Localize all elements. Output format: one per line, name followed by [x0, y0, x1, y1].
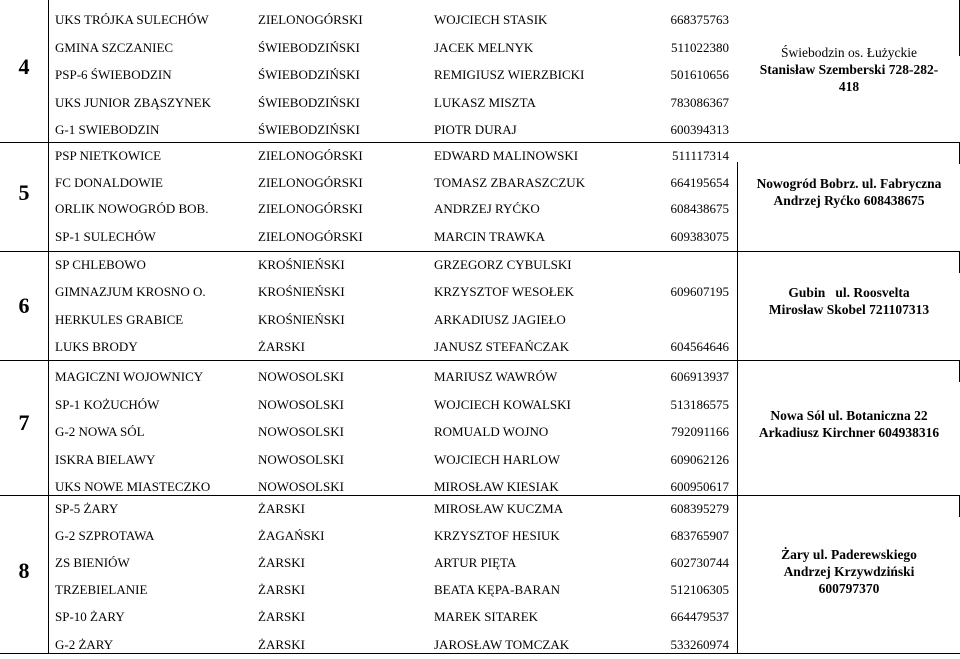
group-4	[0, 0, 960, 142]
contact-person: PIOTR DURAJ	[434, 122, 517, 137]
district: ŻARSKI	[258, 339, 305, 354]
group-divider	[0, 251, 960, 252]
contact-person: WOJCIECH KOWALSKI	[434, 397, 571, 412]
table-row	[48, 446, 738, 474]
group-7	[0, 360, 960, 495]
club-name: PSP NIETKOWICE	[55, 148, 162, 163]
table-row	[48, 278, 738, 306]
venue-contact: Mirosław Skobel 721107313	[768, 302, 930, 317]
table-row	[48, 333, 738, 361]
table-row	[48, 251, 738, 279]
phone-number: 609607195	[670, 284, 729, 299]
group-8	[0, 495, 960, 654]
phone-number: 602730744	[670, 555, 729, 570]
club-name: G-2 SZPROTAWA	[55, 528, 155, 543]
table-row	[48, 142, 738, 170]
venue-info	[738, 407, 960, 441]
group-number: 4	[18, 54, 30, 79]
district: ŻARSKI	[258, 555, 305, 570]
contact-person: TOMASZ ZBARASZCZUK	[434, 175, 586, 190]
table-row	[48, 631, 738, 659]
contact-person: ROMUALD WOJNO	[434, 424, 549, 439]
venue-info	[738, 284, 960, 318]
club-name: MAGICZNI WOJOWNICY	[55, 369, 204, 384]
phone-number: 513186575	[670, 397, 729, 412]
venue-contact: Arkadiusz Kirchner 604938316	[758, 425, 940, 440]
contact-person: MIROSŁAW KIESIAK	[434, 479, 559, 494]
contact-person: MARIUSZ WAWRÓW	[434, 369, 558, 384]
table-row	[48, 116, 738, 144]
contact-person: JACEK MELNYK	[434, 40, 534, 55]
group-divider	[0, 142, 960, 143]
phone-number: 512106305	[670, 582, 729, 597]
table-row	[48, 169, 738, 197]
contact-person: BEATA KĘPA-BARAN	[434, 582, 560, 597]
phone-number: 792091166	[670, 424, 729, 439]
club-name: G-2 ŻARY	[55, 637, 114, 652]
contact-person: MIROSŁAW KUCZMA	[434, 501, 564, 516]
district: NOWOSOLSKI	[258, 369, 344, 384]
phone-number: 604564646	[670, 339, 729, 354]
venue-contact: Andrzej Krzywdziński	[783, 564, 915, 579]
contact-person: MAREK SITAREK	[434, 609, 539, 624]
district: NOWOSOLSKI	[258, 397, 344, 412]
table-row	[48, 576, 738, 604]
club-name: G-1 SWIEBODZIN	[55, 122, 160, 137]
phone-number: 609383075	[670, 229, 729, 244]
district: NOWOSOLSKI	[258, 452, 344, 467]
district: ŚWIEBODZIŃSKI	[258, 122, 360, 137]
contact-person: EDWARD MALINOWSKI	[434, 148, 579, 163]
contact-person: KRZYSZTOF HESIUK	[434, 528, 560, 543]
phone-number: 608395279	[670, 501, 729, 516]
contact-person: ARKADIUSZ JAGIEŁO	[434, 312, 566, 327]
club-name: SP CHLEBOWO	[55, 257, 146, 272]
group-5	[0, 142, 960, 251]
column-divider	[48, 0, 49, 654]
district: ZIELONOGÓRSKI	[258, 12, 363, 27]
table-row	[48, 418, 738, 446]
table-row	[48, 495, 738, 523]
venue-phone: 600797370	[818, 581, 880, 596]
venue-contact: Stanisław Szemberski 728-282-418	[759, 62, 939, 94]
venue-info	[738, 175, 960, 209]
club-name: ZS BIENIÓW	[55, 555, 130, 570]
contact-person: JANUSZ STEFAŃCZAK	[434, 339, 570, 354]
phone-number: 511022380	[670, 40, 729, 55]
table-row	[48, 391, 738, 419]
district: NOWOSOLSKI	[258, 424, 344, 439]
venue-address: Świebodzin os. Łużyckie	[780, 45, 918, 60]
district: KROŚNIEŃSKI	[258, 284, 345, 299]
district: NOWOSOLSKI	[258, 479, 344, 494]
phone-number: 606913937	[670, 369, 729, 384]
contact-person: GRZEGORZ CYBULSKI	[434, 257, 572, 272]
club-name: ISKRA BIELAWY	[55, 452, 156, 467]
phone-number: 501610656	[670, 67, 729, 82]
club-name: GIMNAZJUM KROSNO O.	[55, 284, 206, 299]
table-row	[48, 363, 738, 391]
group-6	[0, 251, 960, 360]
phone-number: 600394313	[670, 122, 729, 137]
phone-number: 664479537	[670, 609, 729, 624]
contact-person: ARTUR PIĘTA	[434, 555, 517, 570]
club-name: LUKS BRODY	[55, 339, 138, 354]
club-name: SP-5 ŻARY	[55, 501, 119, 516]
group-divider	[0, 360, 960, 361]
contact-person: ANDRZEJ RYĆKO	[434, 201, 540, 216]
district: ŻARSKI	[258, 637, 305, 652]
district: ŻARSKI	[258, 582, 305, 597]
club-name: UKS NOWE MIASTECZKO	[55, 479, 211, 494]
district: ŻARSKI	[258, 501, 305, 516]
venue-address: Nowogród Bobrz. ul. Fabryczna	[756, 176, 942, 191]
phone-number: 511117314	[671, 148, 729, 163]
group-number: 5	[18, 180, 30, 205]
club-name: HERKULES GRABICE	[55, 312, 184, 327]
phone-number: 600950617	[670, 479, 729, 494]
club-name: SP-1 KOŻUCHÓW	[55, 397, 160, 412]
contact-person: MARCIN TRAWKA	[434, 229, 546, 244]
club-name: FC DONALDOWIE	[55, 175, 163, 190]
contact-person: WOJCIECH HARLOW	[434, 452, 561, 467]
group-divider	[0, 495, 960, 496]
table-row	[48, 61, 738, 89]
contact-person: REMIGIUSZ WIERZBICKI	[434, 67, 585, 82]
club-name: SP-10 ŻARY	[55, 609, 125, 624]
district: ŚWIEBODZIŃSKI	[258, 40, 360, 55]
contact-person: KRZYSZTOF WESOŁEK	[434, 284, 574, 299]
district: ŚWIEBODZIŃSKI	[258, 95, 360, 110]
phone-number: 609062126	[670, 452, 729, 467]
club-name: SP-1 SULECHÓW	[55, 229, 156, 244]
table-row	[48, 34, 738, 62]
club-name: PSP-6 ŚWIEBODZIN	[55, 67, 172, 82]
table-row	[48, 306, 738, 334]
group-number: 8	[18, 558, 30, 583]
contact-person: WOJCIECH STASIK	[434, 12, 548, 27]
district: ZIELONOGÓRSKI	[258, 175, 363, 190]
phone-number: 664195654	[670, 175, 729, 190]
contact-person: JAROSŁAW TOMCZAK	[434, 637, 570, 652]
table-row	[48, 195, 738, 223]
group-number: 6	[18, 293, 30, 318]
venue-address: Nowa Sól ul. Botaniczna 22	[770, 408, 928, 423]
venue-info	[738, 44, 960, 95]
district: ŻAGAŃSKI	[258, 528, 325, 543]
table-row	[48, 6, 738, 34]
district: ZIELONOGÓRSKI	[258, 229, 363, 244]
club-name: UKS JUNIOR ZBĄSZYNEK	[55, 95, 212, 110]
group-number: 7	[18, 410, 30, 435]
venue-contact: Andrzej Ryćko 608438675	[773, 193, 925, 208]
table-row	[48, 223, 738, 251]
district: ZIELONOGÓRSKI	[258, 201, 363, 216]
venue-address: Gubin ul. Roosvelta	[788, 285, 910, 300]
district: ŻARSKI	[258, 609, 305, 624]
table-row	[48, 522, 738, 550]
club-name: G-2 NOWA SÓL	[55, 424, 145, 439]
table-row	[48, 603, 738, 631]
column-divider	[737, 162, 738, 654]
contact-person: LUKASZ MISZTA	[434, 95, 536, 110]
district: ŚWIEBODZIŃSKI	[258, 67, 360, 82]
table-row	[48, 549, 738, 577]
phone-number: 608438675	[670, 201, 729, 216]
table-row	[48, 89, 738, 117]
phone-number: 683765907	[670, 528, 729, 543]
phone-number: 668375763	[670, 12, 729, 27]
club-name: ORLIK NOWOGRÓD BOB.	[55, 201, 209, 216]
club-name: GMINA SZCZANIEC	[55, 40, 174, 55]
district: KROŚNIEŃSKI	[258, 257, 345, 272]
phone-number: 783086367	[670, 95, 729, 110]
district: ZIELONOGÓRSKI	[258, 148, 363, 163]
phone-number: 533260974	[670, 637, 729, 652]
club-name: TRZEBIELANIE	[55, 582, 148, 597]
venue-info	[738, 546, 960, 597]
club-name: UKS TRÓJKA SULECHÓW	[55, 12, 209, 27]
venue-address: Żary ul. Paderewskiego	[781, 547, 917, 562]
district: KROŚNIEŃSKI	[258, 312, 345, 327]
